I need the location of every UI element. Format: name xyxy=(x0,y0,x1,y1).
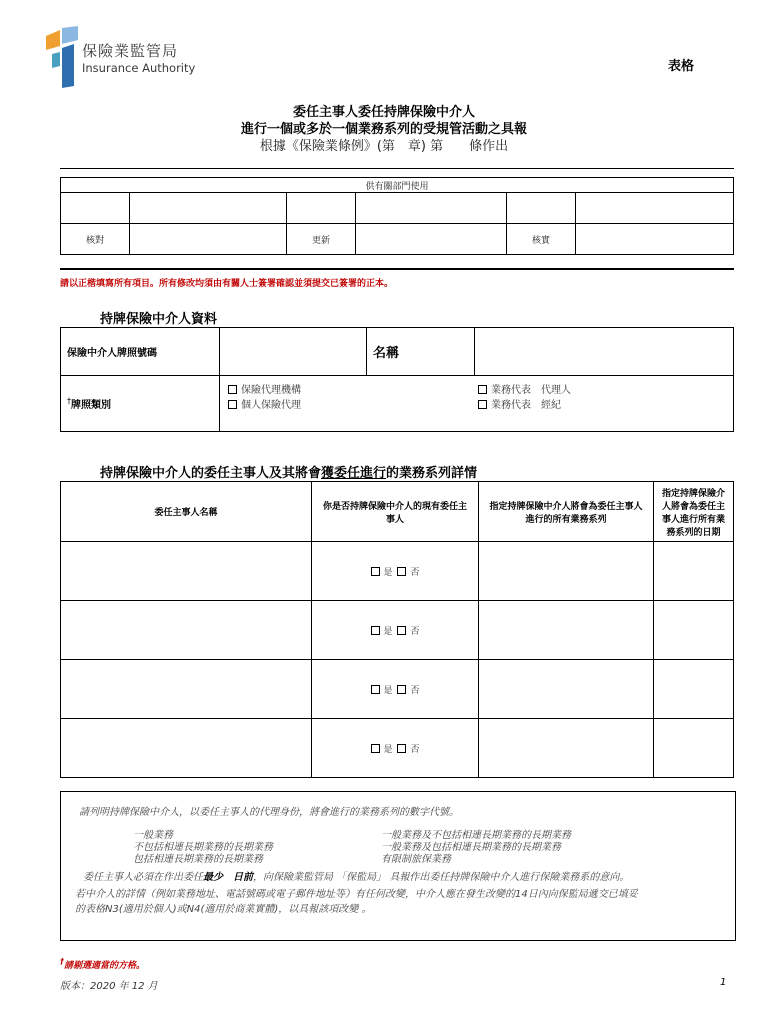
office-cell xyxy=(287,193,356,224)
office-check-label: 核對 xyxy=(61,224,130,255)
office-update-field[interactable] xyxy=(356,224,507,255)
principal-name-field[interactable] xyxy=(61,601,312,660)
office-check-field[interactable] xyxy=(130,224,287,255)
page-number: 1 xyxy=(720,977,727,988)
business-lines-field[interactable] xyxy=(479,719,654,778)
divider-mid xyxy=(60,268,734,270)
notes-code-right-2: 一般業務及包括相連長期業務的長期業務 xyxy=(381,842,561,853)
checkbox-no-icon[interactable] xyxy=(397,744,406,753)
title-line-2: 進行一個或多於一個業務系列的受規管活動之具報 xyxy=(240,122,527,137)
office-cell xyxy=(61,193,130,224)
office-cell xyxy=(507,193,576,224)
office-update-label: 更新 xyxy=(287,224,356,255)
logo-english-text: Insurance Authority xyxy=(82,61,196,75)
option-agency[interactable]: 保險代理機構 xyxy=(228,383,301,398)
office-cell xyxy=(130,193,287,224)
col-business-lines: 指定持牌保險中介人將會為委任主事人進行的所有業務系列 xyxy=(479,482,654,542)
office-cell xyxy=(576,193,734,224)
notes-code-right-3: 有限制旅保業務 xyxy=(381,854,451,865)
office-verify-field[interactable] xyxy=(576,224,734,255)
yes-no-choice: 是 否 xyxy=(312,542,479,601)
notes-code-left-2: 不包括相連長期業務的長期業務 xyxy=(133,842,273,853)
checkbox-yes-icon[interactable] xyxy=(371,744,380,753)
option-rep-agent[interactable]: 業務代表 代理人 xyxy=(478,383,571,398)
office-use-table xyxy=(60,177,734,255)
col-date: 指定持牌保險介人將會為委任主事人進行所有業務系列的日期 xyxy=(654,482,734,542)
checkbox-yes-icon[interactable] xyxy=(371,626,380,635)
instruction-note: 請以正楷填寫所有項目。所有修改均須由有關人士簽署確認並須提交已簽署的正本。 xyxy=(60,279,394,289)
notes-line-3: 若中介人的詳情（例如業務地址、電話號碼或電子郵件地址等）有任何改變，中介人應在發生改變的14日內向保監局遞交已填妥 xyxy=(75,889,638,900)
office-cell xyxy=(356,193,507,224)
license-type-label: †牌照類別 xyxy=(61,376,220,432)
checkbox-no-icon[interactable] xyxy=(397,567,406,576)
option-rep-broker[interactable]: 業務代表 經紀 xyxy=(478,398,571,413)
principal-name-field[interactable] xyxy=(61,719,312,778)
logo-chinese-text: 保險業監管局 xyxy=(82,42,179,60)
checkbox-icon[interactable] xyxy=(478,385,487,394)
notes-code-right-1: 一般業務及不包括相連長期業務的長期業務 xyxy=(381,830,571,841)
yes-no-choice: 是 否 xyxy=(312,601,479,660)
yes-no-choice: 是 否 xyxy=(312,660,479,719)
insurance-authority-logo xyxy=(44,26,204,90)
notes-line-1: 請列明持牌保險中介人，以委任主事人的代理身份，將會進行的業務系列的數字代號。 xyxy=(79,807,459,818)
business-lines-field[interactable] xyxy=(479,601,654,660)
title-line-1: 委任主事人委任持牌保險中介人 xyxy=(292,105,475,120)
license-no-label: 保險中介人牌照號碼 xyxy=(61,328,220,376)
date-field[interactable] xyxy=(654,719,734,778)
footer-checkbox-note: †請剔選適當的方格。 xyxy=(60,957,146,971)
col-principal-name: 委任主事人名稱 xyxy=(61,482,312,542)
option-individual-agent[interactable]: 個人保險代理 xyxy=(228,398,301,413)
checkbox-yes-icon[interactable] xyxy=(371,567,380,576)
checkbox-no-icon[interactable] xyxy=(397,626,406,635)
checkbox-icon[interactable] xyxy=(228,400,237,409)
business-lines-field[interactable] xyxy=(479,542,654,601)
divider-top xyxy=(60,168,734,169)
business-lines-field[interactable] xyxy=(479,660,654,719)
license-no-field[interactable] xyxy=(220,328,367,376)
office-use-header: 供有關部門使用 xyxy=(61,178,734,193)
principal-table xyxy=(60,481,734,778)
principal-name-field[interactable] xyxy=(61,542,312,601)
checkbox-icon[interactable] xyxy=(228,385,237,394)
notes-code-left-1: 一般業務 xyxy=(133,830,173,841)
office-verify-label: 核實 xyxy=(507,224,576,255)
title-line-3: 根據《保險業條例》(第 章) 第 條作出 xyxy=(259,139,509,154)
notes-box xyxy=(60,791,736,941)
license-type-options xyxy=(220,376,734,432)
name-field[interactable] xyxy=(475,328,734,376)
intermediary-info-table xyxy=(60,327,734,432)
yes-no-choice: 是 否 xyxy=(312,719,479,778)
checkbox-no-icon[interactable] xyxy=(397,685,406,694)
notes-line-2: 委任主事人必須在作出委任最少 日前，向保險業監管局 「保監局」 具報作出委任持牌保險中介人進行保險業務系的意向。 xyxy=(83,872,630,883)
checkbox-icon[interactable] xyxy=(478,400,487,409)
date-field[interactable] xyxy=(654,660,734,719)
col-existing-principal: 你是否持牌保險中介人的現有委任主事人 xyxy=(312,482,479,542)
logo-mark-icon xyxy=(44,26,80,90)
checkbox-yes-icon[interactable] xyxy=(371,685,380,694)
date-field[interactable] xyxy=(654,601,734,660)
date-field[interactable] xyxy=(654,542,734,601)
section-intermediary-title: 持牌保險中介人資料 xyxy=(100,312,218,327)
notes-line-4: 的表格N3(適用於個人)或N4(適用於商業實體)，以具報該項改變 。 xyxy=(75,904,372,915)
form-label: 表格 xyxy=(668,59,695,74)
principal-name-field[interactable] xyxy=(61,660,312,719)
name-label: 名稱 xyxy=(367,328,475,376)
notes-code-left-3: 包括相連長期業務的長期業務 xyxy=(133,854,263,865)
version-text: 版本：2020 年 12 月 xyxy=(60,981,158,992)
section-principal-title: 持牌保險中介人的委任主事人及其將會獲委任進行的業務系列詳情 xyxy=(100,466,478,481)
